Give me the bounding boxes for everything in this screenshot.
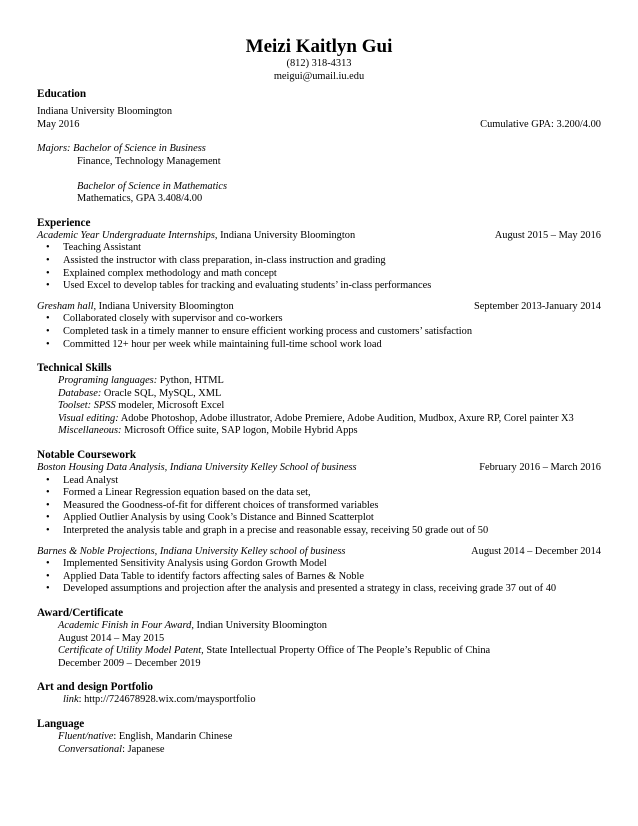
skill-line (37, 413, 601, 426)
awards-title: Award/Certificate (37, 607, 124, 619)
language-value: : English, Mandarin Chinese (113, 730, 233, 742)
list-item: • Measured the Goodness-of-fit for different choices of transformed variables (37, 500, 601, 513)
skill-value: Adobe Photoshop, Adobe illustrator, Adobe Premiere, Adobe Audition, Mudbox, Axure RP, Corel painter X3 (118, 412, 574, 424)
project-name: Boston Housing Data Analysis, Indiana University Kelley School of business (37, 462, 357, 474)
job-date: September 2013-January 2014 (474, 300, 601, 312)
project-date: February 2016 – March 2016 (479, 462, 601, 474)
awards-section (37, 607, 601, 670)
list-item: • Assisted the instructor with class preparation, in-class instruction and grading (37, 255, 601, 268)
education-date: May 2016 (37, 118, 80, 130)
link-label: link (63, 694, 79, 706)
skill-label: Toolset: SPSS (58, 400, 116, 412)
education-date-row (37, 119, 601, 132)
skill-line (37, 388, 601, 401)
skill-line (37, 425, 601, 438)
skill-label: Visual editing: (58, 412, 119, 424)
award-line (37, 620, 601, 633)
list-item: • Applied Outlier Analysis by using Cook’s Distance and Binned Scatterplot (37, 512, 601, 525)
project-header (37, 462, 601, 475)
award-date: August 2014 – May 2015 (58, 632, 165, 644)
list-item: • Teaching Assistant (37, 242, 601, 255)
award-line (37, 645, 601, 658)
education-school: Indiana University Bloomington (37, 106, 173, 118)
skill-value: modeler, Microsoft Excel (115, 400, 225, 412)
language-line (37, 731, 601, 744)
project-name: Barnes & Noble Projections, Indiana University Kelley school of business (37, 545, 346, 557)
list-item: • Explained complex methodology and math concept (37, 268, 601, 281)
job-date: August 2015 – May 2016 (494, 229, 601, 241)
project-header (37, 546, 601, 559)
job-org: , Indiana University Bloomington (214, 229, 356, 241)
project-bullets (37, 558, 601, 596)
skill-label: Database: (58, 387, 102, 399)
job-header (37, 230, 601, 243)
list-item: • Developed assumptions and projection after the analysis and presented a strategy in class, receiving grade 37 out of 40 (37, 583, 601, 596)
second-degree-detail: Mathematics, GPA 3.408/4.00 (77, 193, 203, 205)
language-value: : Japanese (122, 743, 165, 755)
education-gpa: Cumulative GPA: 3.200/4.00 (480, 118, 601, 130)
skill-value: Microsoft Office suite, SAP logon, Mobile Hybrid Apps (121, 425, 358, 437)
award-org: State Intellectual Property Office of The People’s Republic of China (203, 645, 491, 657)
portfolio-section (37, 681, 601, 707)
job-role: Academic Year Undergraduate Internships (37, 229, 215, 241)
list-item: • Completed task in a timely manner to ensure efficient working process and customers’ satisfaction (37, 326, 601, 339)
award-date: December 2009 – December 2019 (58, 657, 201, 669)
list-item: • Committed 12+ hour per week while maintaining full-time school work load (37, 339, 601, 352)
list-item: • Implemented Sensitivity Analysis using Gordon Growth Model (37, 558, 601, 571)
job-role: Gresham hall (37, 300, 94, 312)
education-title: Education (37, 88, 87, 101)
list-item: • Formed a Linear Regression equation based on the data set, (37, 487, 601, 500)
majors-label: Majors: Bachelor of Science in Business (37, 143, 206, 155)
award-name: Certificate of Utility Model Patent, (58, 645, 204, 657)
job-header (37, 301, 601, 314)
link-url[interactable]: : http://724678928.wix.com/maysportfolio (78, 694, 256, 706)
experience-title: Experience (37, 216, 91, 229)
resume-header (37, 0, 601, 83)
language-label: Fluent/native (58, 730, 114, 742)
phone-number: (812) 318-4313 (286, 58, 352, 69)
list-item: • Applied Data Table to identify factors affecting sales of Barnes & Noble (37, 571, 601, 584)
award-name: Academic Finish in Four Award (58, 620, 192, 631)
job-bullets (37, 313, 601, 351)
skill-value: Python, HTML (157, 375, 224, 387)
majors-detail: Finance, Technology Management (77, 155, 221, 167)
education-section (37, 88, 601, 206)
skill-line (37, 375, 601, 388)
coursework-section (37, 449, 601, 596)
list-item: • Used Excel to develop tables for tracking and evaluating students’ in-class performances (37, 280, 601, 293)
language-title: Language (37, 717, 85, 730)
second-degree: Bachelor of Science in Mathematics (77, 180, 228, 192)
experience-section (37, 217, 601, 351)
project-bullets (37, 475, 601, 538)
list-item: • Collaborated closely with supervisor and co-workers (37, 313, 601, 326)
applicant-name: Meizi Kaitlyn Gui (245, 36, 393, 57)
portfolio-link[interactable] (37, 694, 601, 707)
list-item: • Interpreted the analysis table and graph in a precise and reasonable essay, receiving 50 grade out of 50 (37, 525, 601, 538)
language-label: Conversational (58, 743, 123, 755)
skill-line (37, 400, 601, 413)
skill-label: Programing languages: (58, 375, 158, 387)
skills-title: Technical Skills (37, 362, 112, 375)
coursework-title: Notable Coursework (37, 449, 137, 462)
skill-label: Miscellaneous: (58, 425, 122, 437)
list-item: • Lead Analyst (37, 475, 601, 488)
skill-value: Oracle SQL, MySQL, XML (101, 387, 222, 399)
job-bullets (37, 242, 601, 292)
language-line (37, 744, 601, 757)
language-section (37, 718, 601, 756)
skills-section (37, 362, 601, 438)
portfolio-title: Art and design Portfolio (37, 681, 153, 694)
award-org: , Indian University Bloomington (191, 620, 327, 631)
job-org: , Indiana University Bloomington (93, 300, 234, 312)
project-date: August 2014 – December 2014 (471, 545, 601, 557)
email-address: meigui@umail.iu.edu (273, 70, 365, 82)
